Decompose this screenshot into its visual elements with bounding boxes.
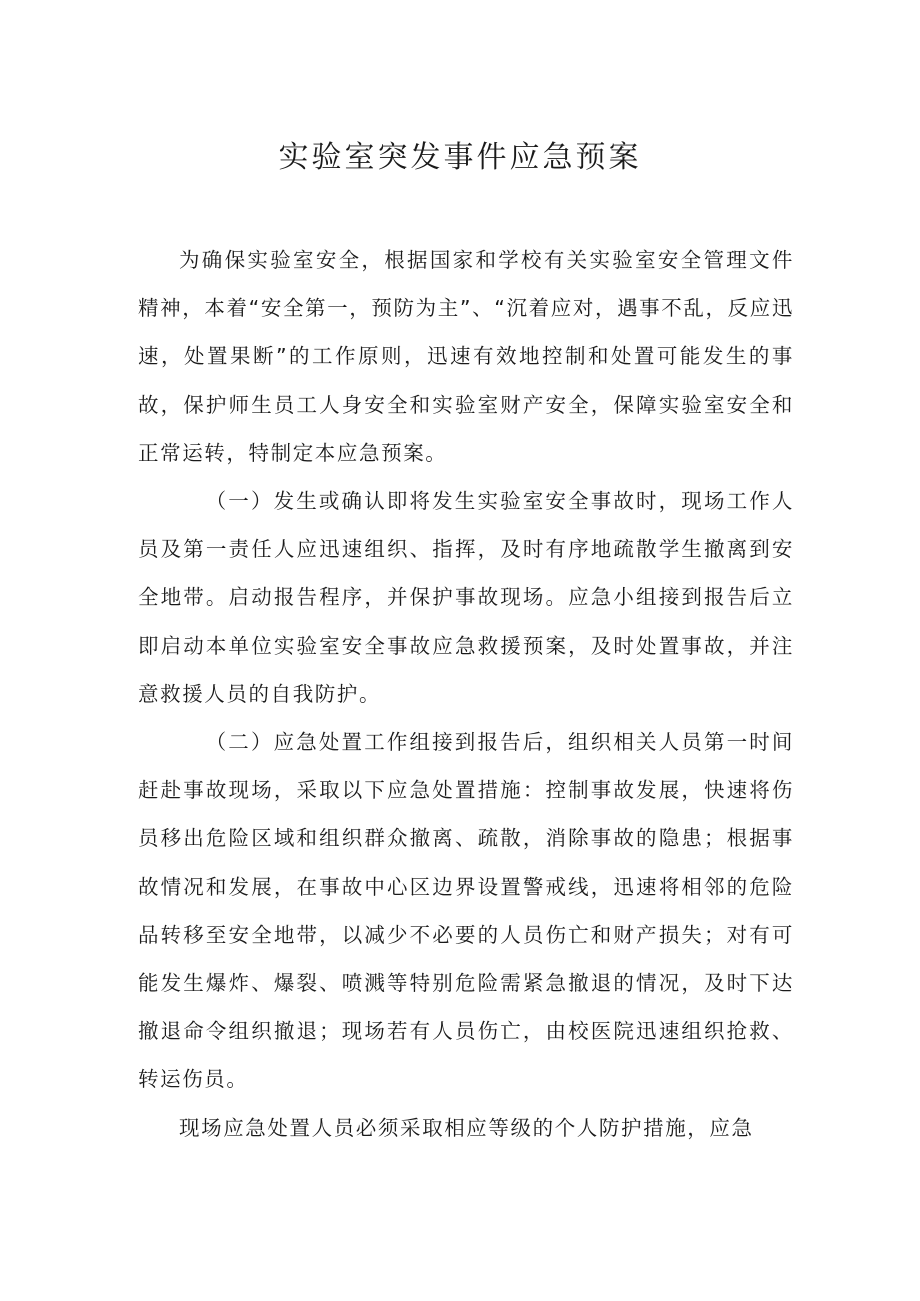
- document-title: 实验室突发事件应急预案: [278, 140, 642, 175]
- paragraph-section-1: （一）发生或确认即将发生实验室安全事故时，现场工作人员及第一责任人应迅速组织、指挥，及时有序地疏散学生撤离到安全地带。启动报告程序，并保护事故现场。应急小组接到报告后立即启动本单位实验室安全事故应急救援预案，及时处置事故，并注意救援人员的自我防护。: [138, 489, 794, 706]
- paragraph-intro: 为确保实验室安全，根据国家和学校有关实验室安全管理文件精神，本着“安全第一，预防为主”、“沉着应对，遇事不乱，反应迅速，处置果断”的工作原则，迅速有效地控制和处置可能发生的事故，保护师生员工人身安全和实验室财产安全，保障实验室安全和正常运转，特制定本应急预案。: [138, 248, 794, 465]
- paragraph-section-2: （二）应急处置工作组接到报告后，组织相关人员第一时间赶赴事故现场，采取以下应急处置措施：控制事故发展，快速将伤员移出危险区域和组织群众撤离、疏散，消除事故的隐患；根据事故情况和发展，在事故中心区边界设置警戒线，迅速将相邻的危险品转移至安全地带，以减少不必要的人员伤亡和财产损失；对有可能发生爆炸、爆裂、喷溅等特别危险需紧急撤退的情况，及时下达撤退命令组织撤退；现场若有人员伤亡，由校医院迅速组织抢救、转运伤员。: [138, 730, 794, 1092]
- paragraph-protection: 现场应急处置人员必须采取相应等级的个人防护措施，应急: [179, 1115, 754, 1140]
- document-body: [138, 236, 794, 1152]
